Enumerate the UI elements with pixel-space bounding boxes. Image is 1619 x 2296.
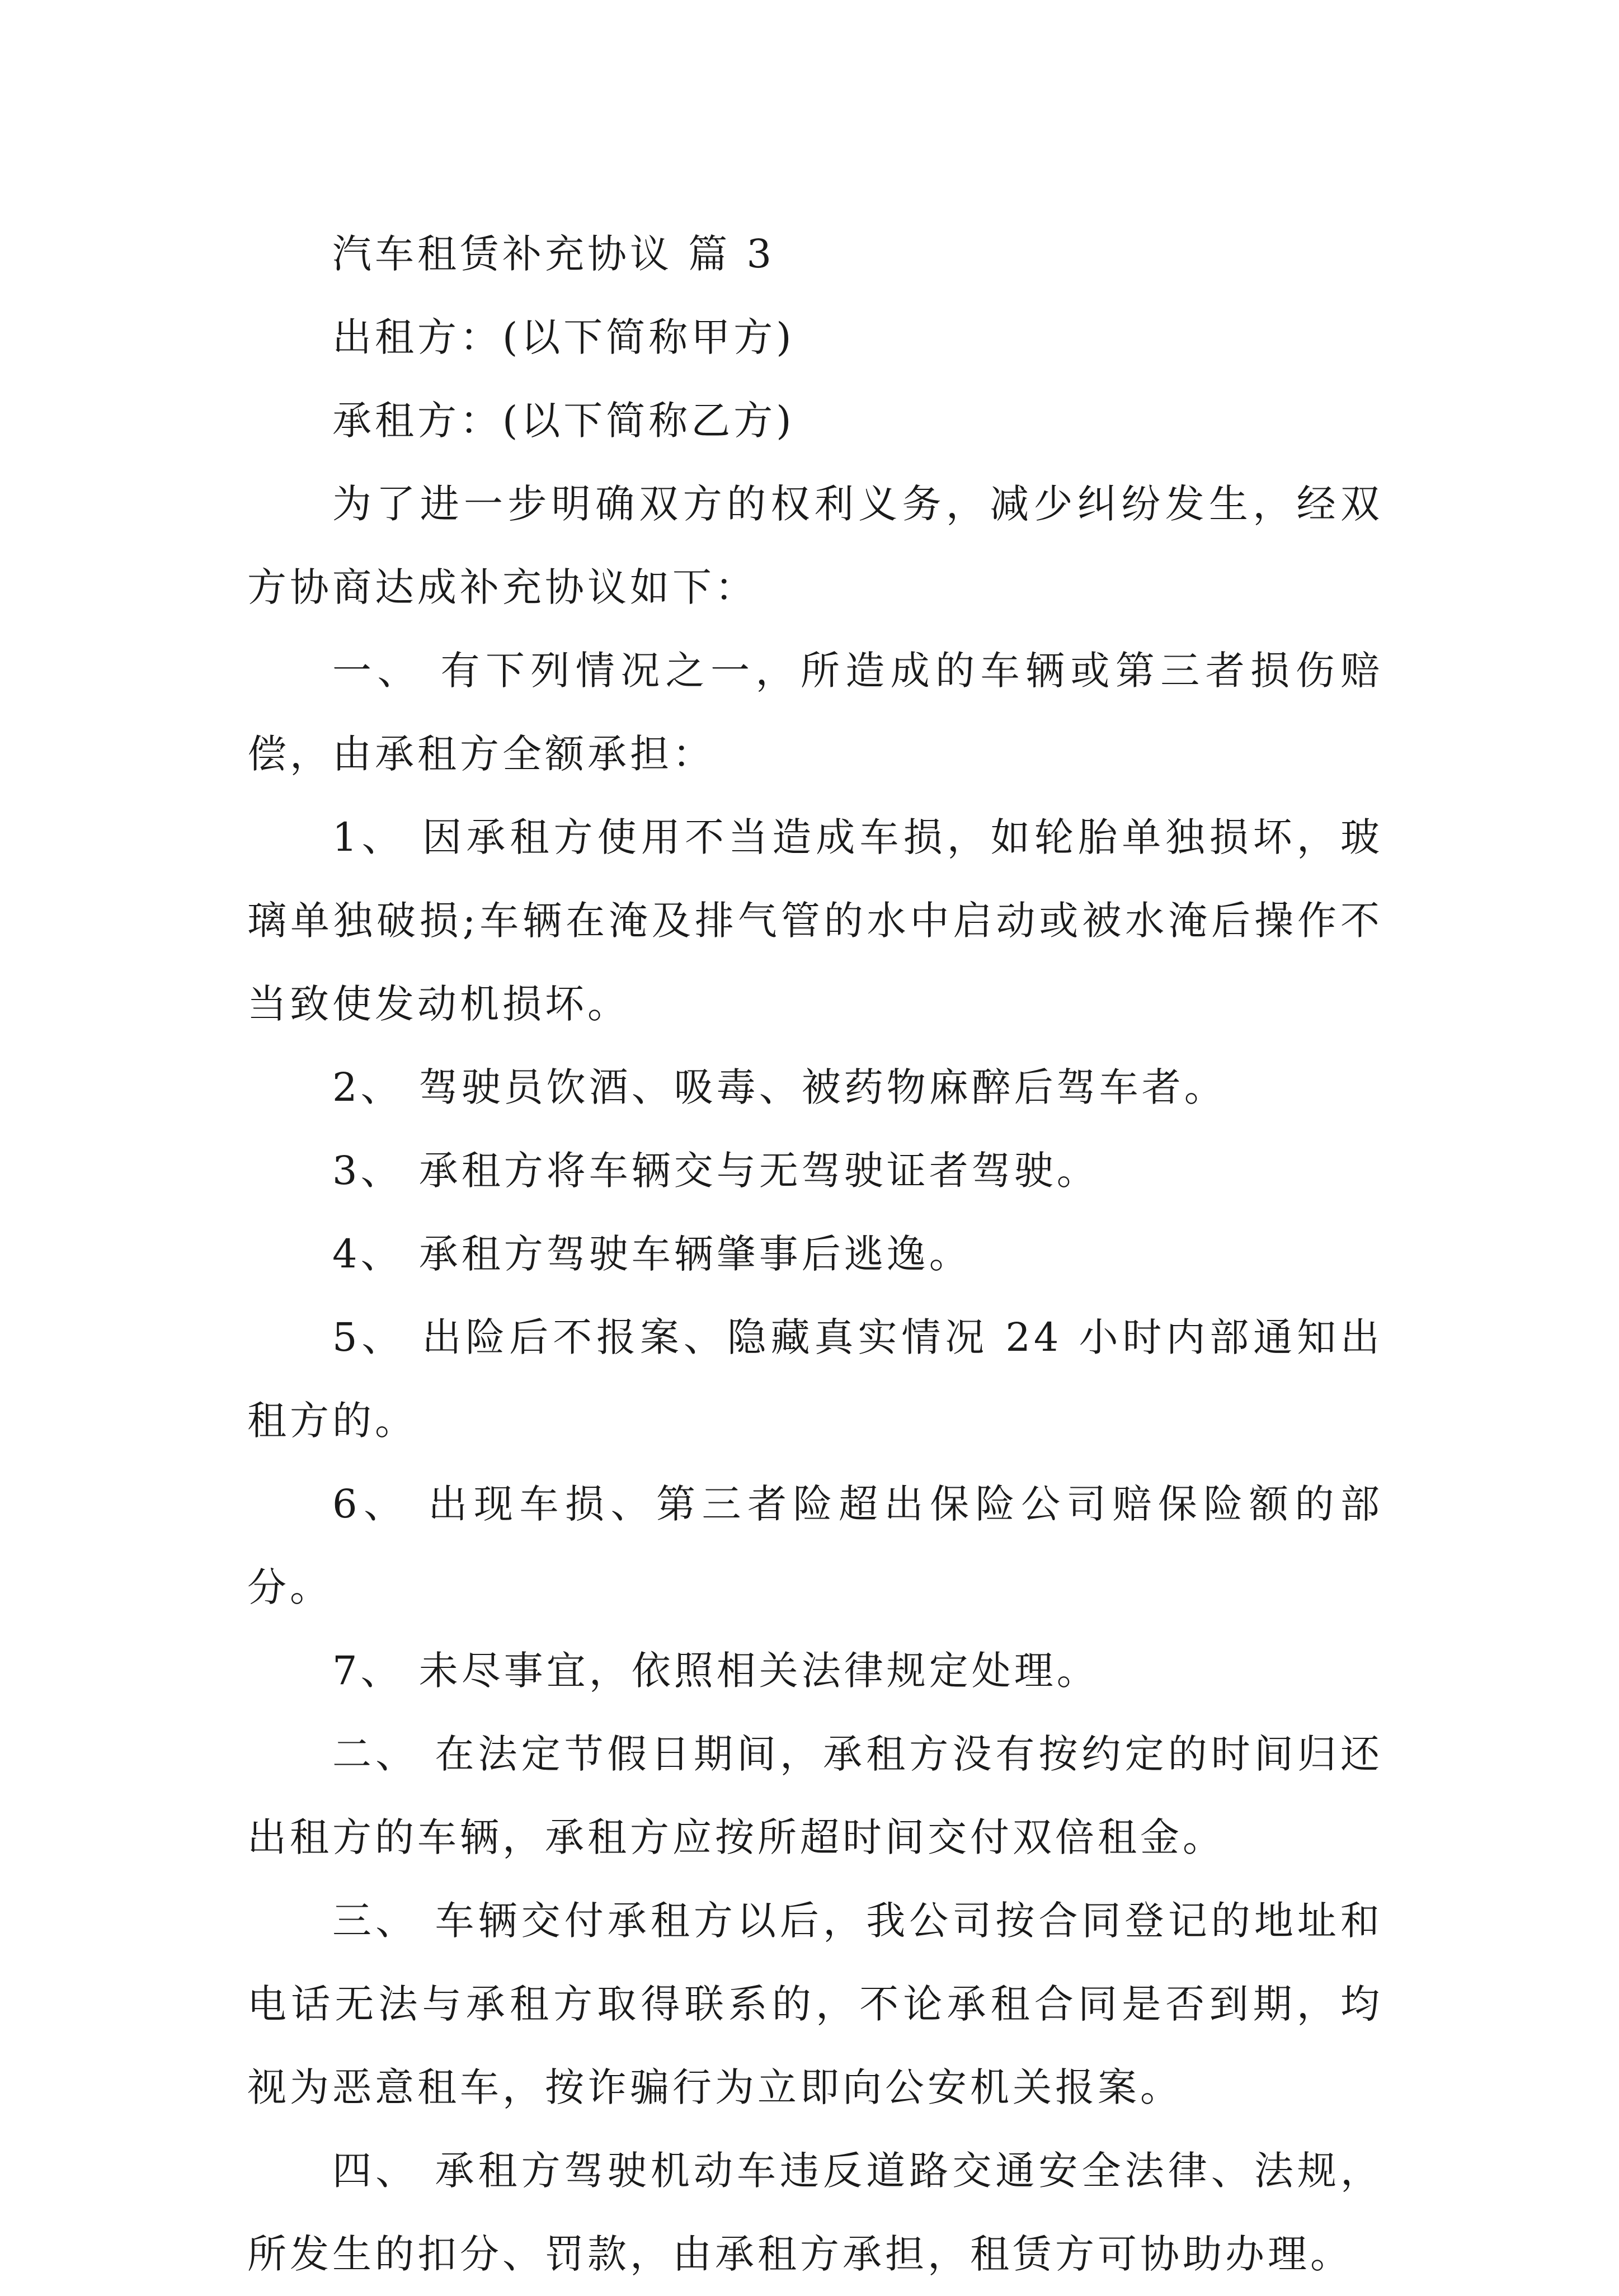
clause-4: 四、 承租方驾驶机动车违反道路交通安全法律、法规，所发生的扣分、罚款，由承租方承担，租赁方可协助办理。 xyxy=(247,2148,1383,2277)
document-body xyxy=(247,213,1383,2296)
clause-2: 二、 在法定节假日期间，承租方没有按约定的时间归还出租方的车辆，承租方应按所超时间交付双倍租金。 xyxy=(247,1731,1383,1860)
clause-1-item-2: 2、 驾驶员饮酒、吸毒、被药物麻醉后驾车者。 xyxy=(332,1064,1227,1110)
clause-3: 三、 车辆交付承租方以后，我公司按合同登记的地址和电话无法与承租方取得联系的，不论承租合同是否到期，均视为恶意租车，按诈骗行为立即向公安机关报案。 xyxy=(247,1898,1383,2110)
clause-1: 一、 有下列情况之一，所造成的车辆或第三者损伤赔偿，由承租方全额承担： xyxy=(247,648,1383,777)
clause-1-item-7: 7、 未尽事宜，依照相关法律规定处理。 xyxy=(332,1648,1099,1694)
lessor-line: 出租方：(以下简称甲方) xyxy=(332,314,795,360)
clause-1-item-3: 3、 承租方将车辆交与无驾驶证者驾驶。 xyxy=(332,1148,1099,1194)
clause-1-item-4: 4、 承租方驾驶车辆肇事后逃逸。 xyxy=(332,1231,972,1277)
preamble-paragraph: 为了进一步明确双方的权利义务，减少纠纷发生，经双方协商达成补充协议如下： xyxy=(247,481,1383,610)
clause-1-item-5: 5、 出险后不报案、隐藏真实情况 24 小时内部通知出租方的。 xyxy=(247,1314,1383,1444)
clause-1-item-1: 1、 因承租方使用不当造成车损，如轮胎单独损坏，玻璃单独破损;车辆在淹及排气管的水中启动或被水淹后操作不当致使发动机损坏。 xyxy=(247,814,1383,1027)
lessee-line: 承租方：(以下简称乙方) xyxy=(332,398,795,444)
document-title: 汽车租赁补充协议 篇 3 xyxy=(332,231,775,277)
clause-1-item-6: 6、 出现车损、第三者险超出保险公司赔保险额的部分。 xyxy=(247,1481,1383,1610)
